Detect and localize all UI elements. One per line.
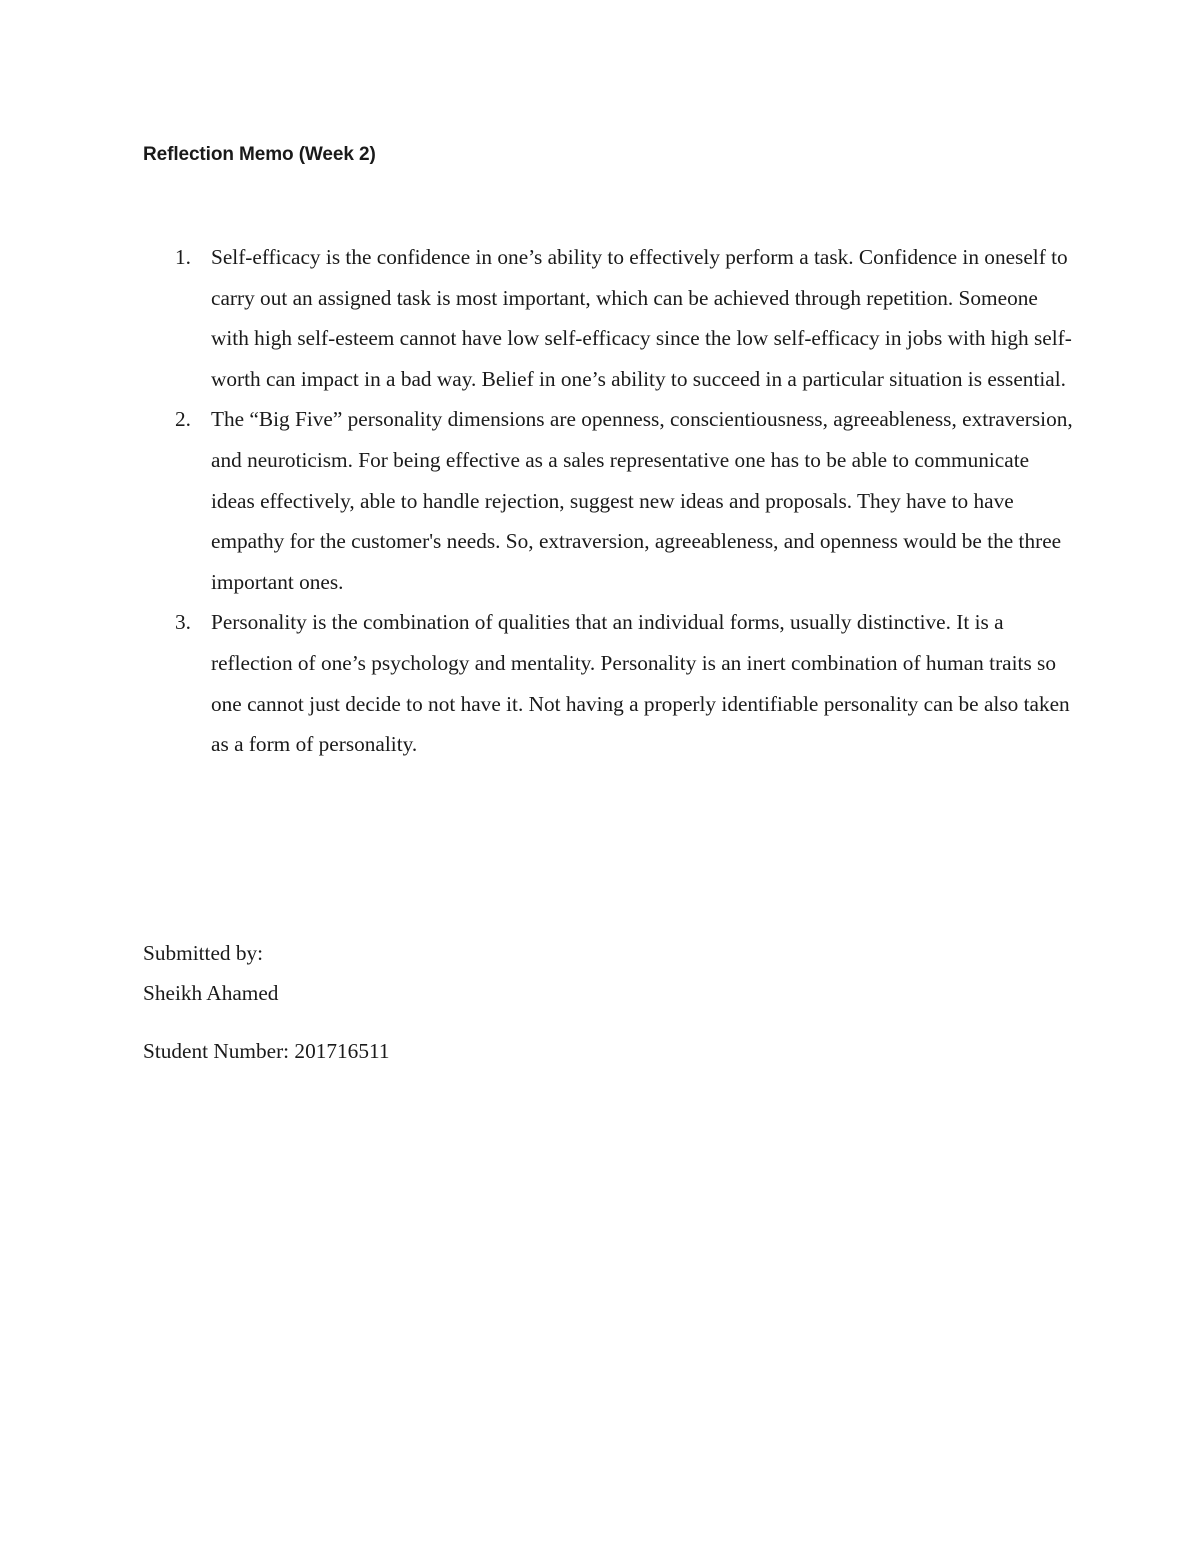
answer-item-3: [143, 602, 1073, 764]
answer-number: 3.: [175, 610, 191, 635]
author-name: Sheikh Ahamed: [143, 981, 279, 1005]
answer-number: 1.: [175, 245, 191, 269]
answer-text: Personality is the combination of qualities that an individual forms, usually distinctive. It is a reflection of one’s psychology and mentality. Personality is an inert combination of human traits so one cannot just decide to not have it. Not having a properly identifiable personality can be also taken as a form of personality.: [211, 610, 1070, 757]
student-number: Student Number: 201716511: [143, 1039, 390, 1063]
submitted-by-label: Submitted by:: [143, 941, 264, 965]
answer-list: [143, 237, 1073, 765]
answer-number: 2.: [175, 407, 191, 432]
answer-text: Self-efficacy is the confidence in one’s ability to effectively perform a task. Confidence in oneself to carry out an assigned task is most important, which can be achieved through repetition. Someone with high self-esteem cannot have low self-efficacy since the low self-efficacy in jobs with high self-worth can impact in a bad way. Belief in one’s ability to succeed in a particular situation is essential.: [211, 245, 1072, 391]
answer-text: The “Big Five” personality dimensions are openness, conscientiousness, agreeableness, extraversion, and neuroticism. For being effective as a sales representative one has to be able to communicate ideas effectively, able to handle rejection, suggest new ideas and proposals. They have to have empathy for the customer's needs. So, extraversion, agreeableness, and openness would be the three important ones.: [211, 407, 1073, 594]
signature-block: [143, 933, 278, 1013]
answer-item-2: [143, 399, 1073, 602]
memo-title: Reflection Memo (Week 2): [143, 144, 376, 165]
answer-item-1: [143, 237, 1073, 399]
